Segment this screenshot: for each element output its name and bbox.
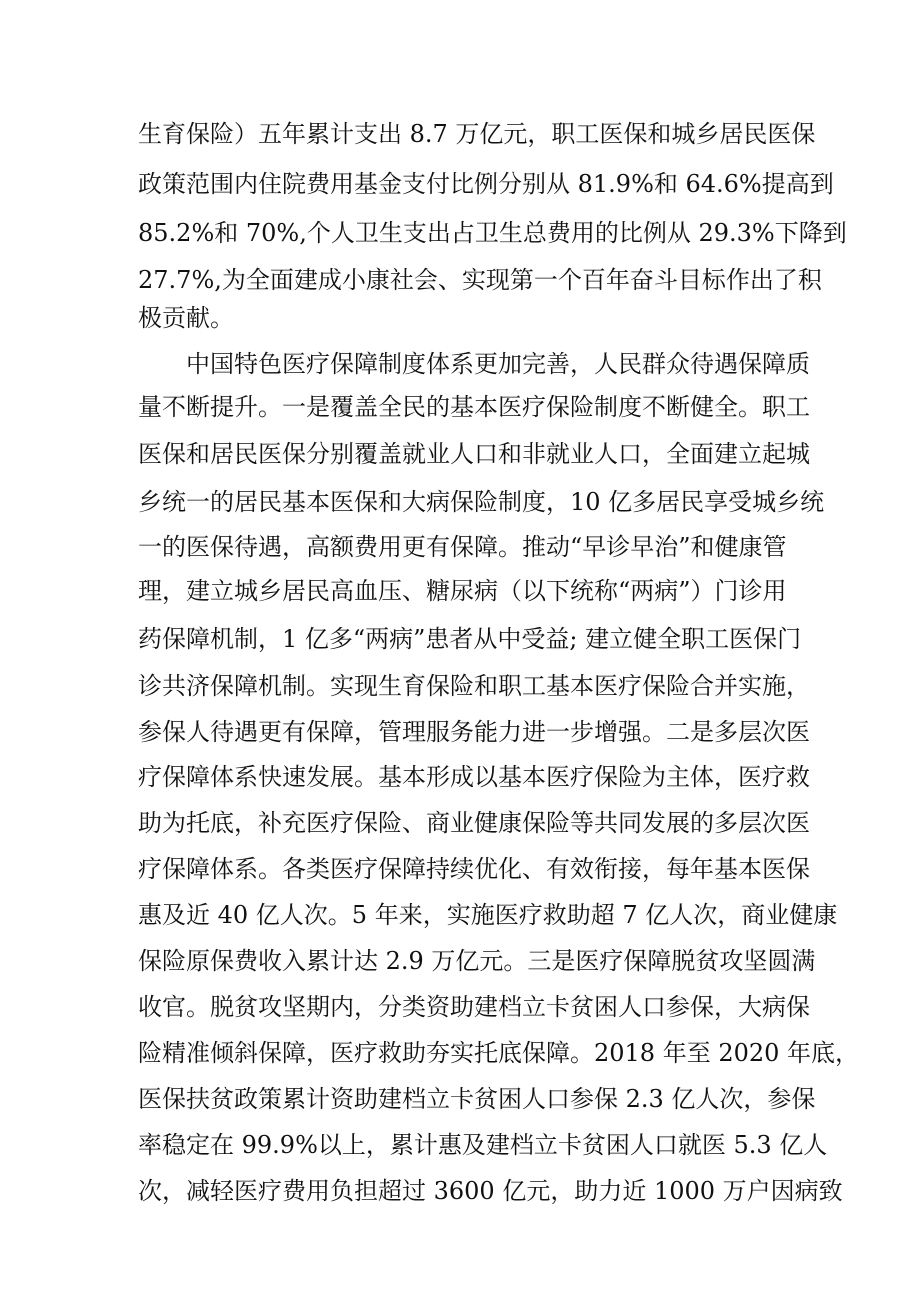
text-line: 中国特色医疗保障制度体系更加完善，人民群众待遇保障质 xyxy=(186,350,810,378)
text-line: 助为托底，补充医疗保险、商业健康保险等共同发展的多层次医 xyxy=(138,809,810,837)
text-line: 疗保障体系。各类医疗保障持续优化、有效衔接，每年基本医保 xyxy=(138,855,810,883)
text-line: 27.7%,为全面建成小康社会、实现第一个百年奋斗目标作出了积 xyxy=(138,266,822,294)
text-line: 量不断提升。一是覆盖全民的基本医疗保险制度不断健全。职工 xyxy=(138,393,810,421)
text-line: 理，建立城乡居民高血压、糖尿病（以下统称“两病”）门诊用 xyxy=(138,577,787,605)
text-line: 惠及近 40 亿人次。5 年来，实施医疗救助超 7 亿人次，商业健康 xyxy=(138,901,838,929)
text-line: 药保障机制，1 亿多“两病”患者从中受益; 建立健全职工医保门 xyxy=(138,625,802,653)
text-line: 收官。脱贫攻坚期内，分类资助建档立卡贫困人口参保，大病保 xyxy=(138,993,810,1021)
text-line: 85.2%和 70%,个人卫生支出占卫生总费用的比例从 29.3%下降到 xyxy=(138,219,847,247)
text-line: 医保和居民医保分别覆盖就业人口和非就业人口，全面建立起城 xyxy=(138,440,810,468)
text-line: 率稳定在 99.9%以上，累计惠及建档立卡贫困人口就医 5.3 亿人 xyxy=(138,1131,828,1159)
text-line: 乡统一的居民基本医保和大病保险制度，10 亿多居民享受城乡统 xyxy=(138,488,825,516)
text-line: 医保扶贫政策累计资助建档立卡贫困人口参保 2.3 亿人次，参保 xyxy=(138,1085,816,1113)
text-line: 一的医保待遇，高额费用更有保障。推动“早诊早治”和健康管 xyxy=(138,533,787,561)
text-line: 极贡献。 xyxy=(138,304,234,332)
text-line: 生育保险）五年累计支出 8.7 万亿元，职工医保和城乡居民医保 xyxy=(138,120,816,148)
text-line: 险精准倾斜保障，医疗救助夯实托底保障。2018 年至 2020 年底， xyxy=(138,1039,860,1067)
text-line: 次，减轻医疗费用负担超过 3600 亿元，助力近 1000 万户因病致 xyxy=(138,1177,843,1205)
text-line: 诊共济保障机制。实现生育保险和职工基本医疗保险合并实施， xyxy=(138,672,810,700)
text-line: 保险原保费收入累计达 2.9 万亿元。三是医疗保障脱贫攻坚圆满 xyxy=(138,947,816,975)
text-line: 疗保障体系快速发展。基本形成以基本医疗保险为主体，医疗救 xyxy=(138,763,810,791)
text-line: 政策范围内住院费用基金支付比例分别从 81.9%和 64.6%提高到 xyxy=(138,170,834,198)
text-line: 参保人待遇更有保障，管理服务能力进一步增强。二是多层次医 xyxy=(138,718,810,746)
